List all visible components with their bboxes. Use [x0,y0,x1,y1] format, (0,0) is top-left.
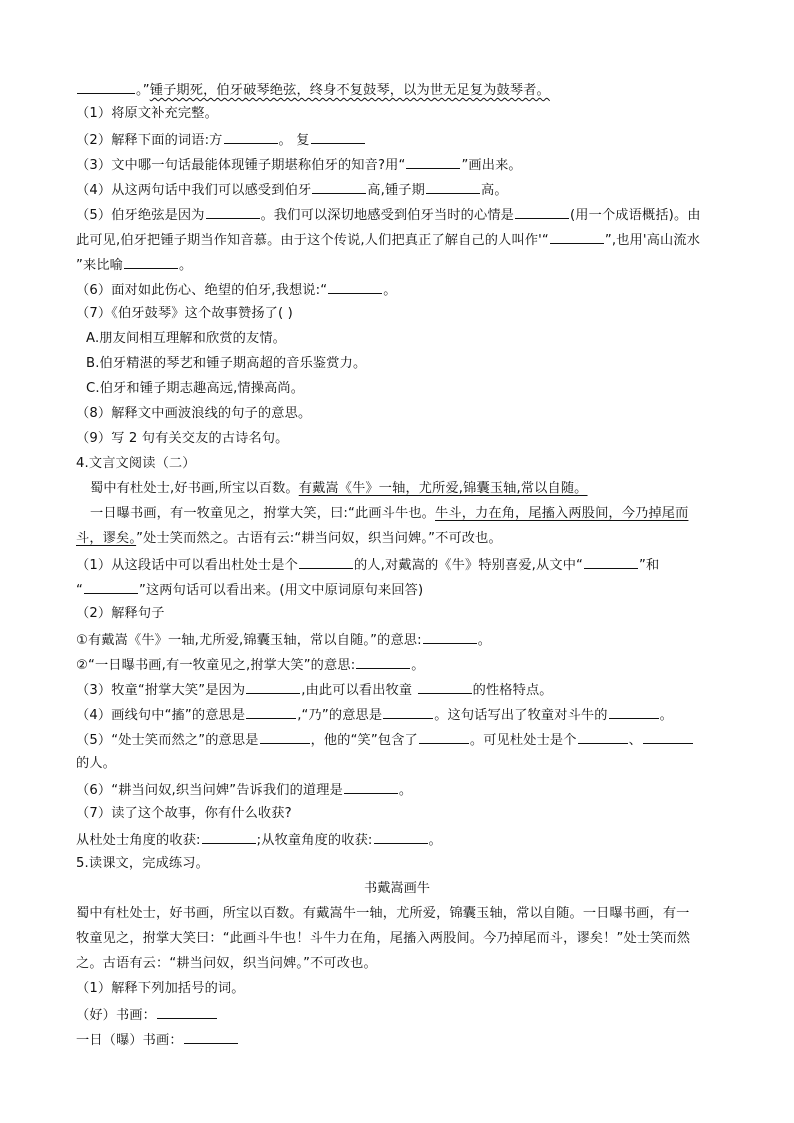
underlined-sentence: 有戴嵩《牛》一轴，尤所爱,锦囊玉轴,常以自随。 [298,481,588,496]
answer-blank[interactable] [515,205,569,219]
answer-blank[interactable] [311,130,365,144]
wavy-sentence: 锺子期死，伯牙破琴绝弦，终身不复鼓琴，以为世无足复为鼓琴者。 [149,83,550,98]
answer-blank[interactable] [578,730,628,744]
q4-5: （5）“处士笑而然之”的意思是 ，他的“笑”包含了 。可见杜处士是个 、 [76,730,734,750]
q5-1-b: 一日（曝）书画： [76,1030,734,1050]
answer-blank[interactable] [246,680,300,694]
q4-4: （4）画线句中“搐”的意思是 ,“乃”的意思是 。这句话写出了牧童对斗牛的 。 [76,705,734,725]
section-5-heading: 5.读课文，完成练习。 [76,856,209,871]
answer-blank[interactable] [383,705,433,719]
answer-blank[interactable] [356,655,410,669]
question-5: （5）伯牙绝弦是因为 。我们可以深切地感受到伯牙当时的心情是 (用一个成语概括)。由 [76,205,734,225]
passage-5-line-3: 之。古语有云：“耕当问奴，织当问婢。”不可改也。 [76,956,377,971]
q4-2: （2）解释句子 [76,606,165,621]
q4-1-cont: “ ”这两句话可以看出来。(用文中原词原句来回答) [76,580,734,600]
passage-line-3: 斗，谬矣。”处士笑而然之。古语有云:“耕当问奴，织当问婢。”不可改也。 [76,531,502,546]
question-7: （7）《伯牙鼓琴》这个故事赞扬了( ) [76,306,293,321]
question-8: （8）解释文中画波浪线的句子的意思。 [76,406,312,421]
q4-6: （6）“耕当问奴,织当问婢”告诉我们的道理是 。 [76,780,734,800]
passage-5-line-1: 蜀中有杜处士，好书画，所宝以百数。有戴嵩牛一轴，尤所爱，锦囊玉轴，常以自随。一日曝书画，有一 [76,906,690,921]
option-a: A.朋友间相互理解和欣赏的友情。 [86,331,287,346]
answer-blank[interactable] [550,230,604,244]
question-4: （4）从这两句话中我们可以感受到伯牙 高,锺子期 高。 [76,180,734,200]
question-5-cont2: ”来比喻 。 [76,255,734,275]
passage-line-2: 一日曝书画，有一牧童见之，拊掌大笑，曰:“此画斗牛也。牛斗，力在角，尾搐入两股间，今乃掉尾而 [90,506,689,521]
option-b: B.伯牙精湛的琴艺和锺子期高超的音乐鉴赏力。 [86,356,367,371]
answer-blank[interactable] [206,205,260,219]
question-5-cont: 此可见,伯牙把锺子期当作知音慕。由于这个传说,人们把真正了解自己的人叫作'“ ”,也用'高山流水 [76,230,734,250]
q4-3: （3）牧童“拊掌大笑”是因为 ,由此可以看出牧童 的性格特点。 [76,680,734,700]
answer-blank[interactable] [84,580,138,594]
question-9: （9）写 2 句有关交友的古诗名句。 [76,431,289,446]
answer-blank[interactable] [260,730,310,744]
section-4-heading: 4.文言文阅读（二） [76,456,196,471]
answer-blank[interactable] [328,280,382,294]
answer-blank[interactable] [419,730,469,744]
q4-7: （7）读了这个故事，你有什么收获? [76,806,292,821]
question-1: （1）将原文补充完整。 [76,106,218,121]
answer-blank[interactable] [224,130,278,144]
answer-blank[interactable] [299,555,353,569]
answer-blank[interactable] [406,155,460,169]
answer-blank[interactable] [423,630,477,644]
answer-blank[interactable] [418,680,472,694]
answer-blank[interactable] [312,180,366,194]
answer-blank[interactable] [609,705,659,719]
answer-blank[interactable] [246,705,296,719]
question-3: （3）文中哪一句话最能体现锺子期堪称伯牙的知音?用“ ”画出来。 [76,155,734,175]
answer-blank[interactable] [202,830,256,844]
answer-blank[interactable] [157,1005,217,1019]
passage-line-1: 蜀中有杜处士,好书画,所宝以百数。有戴嵩《牛》一轴，尤所爱,锦囊玉轴,常以自随。 [90,481,588,496]
passage-5-line-2: 牧童见之，拊掌大笑曰：“此画斗牛也！斗牛力在角，尾搐入两股间。今乃掉尾而斗，谬矣！”处士笑而然 [76,931,691,946]
answer-blank[interactable] [643,730,693,744]
q4-1: （1）从这段话中可以看出杜处士是个 的人,对戴嵩的《牛》特别喜爱,从文中“ ”和 [76,555,734,575]
answer-blank[interactable] [584,555,638,569]
underlined-sentence: 牛斗，力在角，尾搐入两股间，今乃掉尾而 [435,506,689,521]
passage-title: 书戴嵩画牛 [364,881,430,896]
q4-7-answer: 从杜处士角度的收获: ;从牧童角度的收获: 。 [76,830,734,850]
underlined-sentence: 斗，谬矣。 [76,531,137,546]
question-2: （2）解释下面的词语:方 。 复 [76,130,734,150]
answer-blank[interactable] [374,830,428,844]
answer-blank[interactable] [77,80,135,94]
question-6: （6）面对如此伤心、绝望的伯牙,我想说:“ 。 [76,280,734,300]
q5-1: （1）解释下列加括号的词。 [76,981,245,996]
option-c: C.伯牙和锺子期志趣高远,情操高尚。 [86,381,305,396]
answer-blank[interactable] [124,255,178,269]
line-1: 。”锺子期死，伯牙破琴绝弦，终身不复鼓琴，以为世无足复为鼓琴者。 [76,80,734,100]
answer-blank[interactable] [344,780,398,794]
q5-1-a: （好）书画： [76,1005,734,1025]
answer-blank[interactable] [184,1030,238,1044]
q4-5-cont: 的人。 [76,756,117,771]
q4-2-2: ②“一日曝书画,有一牧童见之,拊掌大笑”的意思: 。 [76,655,734,675]
q4-2-1: ①有戴嵩《牛》一轴,尤所爱,锦囊玉轴，常以自随。”的意思: 。 [76,630,734,650]
answer-blank[interactable] [426,180,480,194]
